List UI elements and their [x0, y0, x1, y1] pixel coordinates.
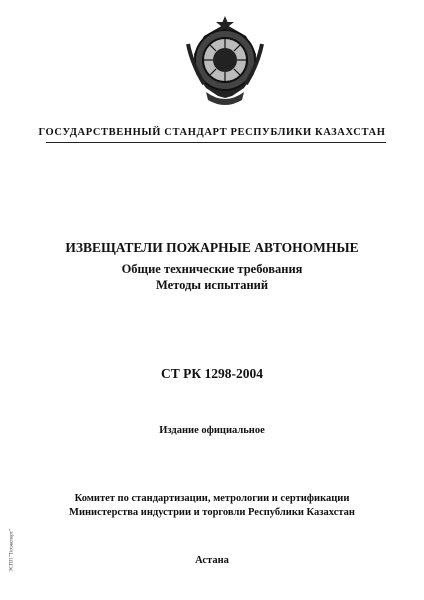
side-stamp: ЭСПП "Техэксперт": [9, 529, 15, 572]
document-title: ИЗВЕЩАТЕЛИ ПОЖАРНЫЕ АВТОНОМНЫЕ: [65, 240, 359, 255]
standard-header: ГОСУДАРСТВЕННЫЙ СТАНДАРТ РЕСПУБЛИКИ КАЗАХСТАН: [38, 127, 386, 138]
header-rule: [46, 142, 386, 143]
document-subtitle-1: Общие технические требования: [121, 262, 303, 276]
issuer-line-1: Комитет по стандартизации, метрологии и сертификации: [74, 493, 350, 504]
publication-city: Астана: [195, 555, 229, 566]
edition-label: Издание официальное: [159, 425, 265, 436]
state-emblem-icon: [182, 14, 268, 108]
standard-code: СТ РК 1298-2004: [160, 366, 264, 381]
issuer-line-2: Министерства индустрии и торговли Республики Казахстан: [69, 507, 355, 518]
document-subtitle-2: Методы испытаний: [155, 278, 269, 292]
